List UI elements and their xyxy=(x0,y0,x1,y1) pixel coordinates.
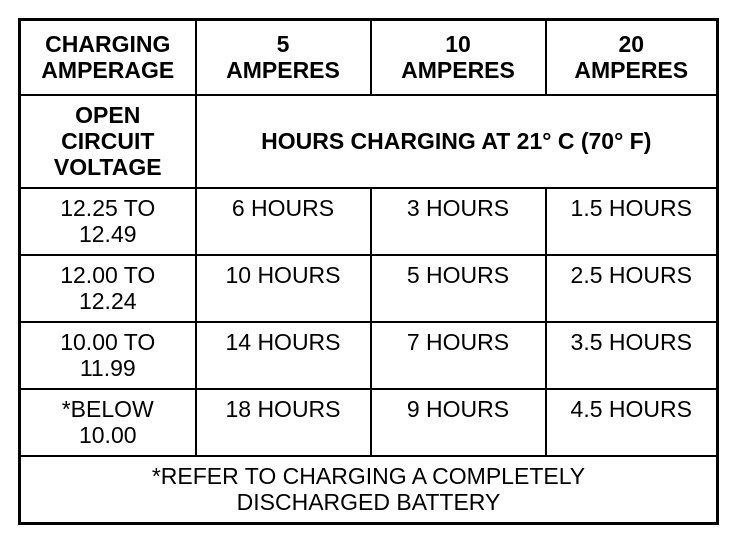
subheader-label-line: CIRCUIT xyxy=(61,128,155,154)
hours-cell: 1.5 HOURS xyxy=(546,188,718,255)
hours-cell: 18 HOURS xyxy=(196,389,371,456)
subheader-row xyxy=(20,95,718,188)
amperage-unit: AMPERES xyxy=(401,57,515,84)
hours-cell: 6 HOURS xyxy=(196,188,371,255)
voltage-range-cell xyxy=(20,255,196,322)
voltage-line: 10.00 TO xyxy=(60,328,156,355)
voltage-line: 10.00 xyxy=(78,421,137,448)
amperage-value: 5 xyxy=(276,31,290,58)
amperage-unit: AMPERES xyxy=(226,57,340,84)
subheader-label-line: OPEN xyxy=(75,102,141,128)
voltage-range-cell xyxy=(20,322,196,389)
footnote-line: DISCHARGED BATTERY xyxy=(236,489,501,516)
table-row xyxy=(20,389,718,456)
amperage-value: 20 xyxy=(618,31,645,58)
open-circuit-voltage-header xyxy=(20,95,196,188)
table-row xyxy=(20,255,718,322)
amperage-header-20 xyxy=(546,20,718,95)
table-row xyxy=(20,188,718,255)
hours-cell: 9 HOURS xyxy=(371,389,546,456)
hours-cell: 3 HOURS xyxy=(371,188,546,255)
voltage-line: 12.24 xyxy=(78,287,137,314)
hours-cell: 14 HOURS xyxy=(196,322,371,389)
voltage-line: 12.00 TO xyxy=(60,261,156,288)
amperage-unit: AMPERES xyxy=(574,57,689,84)
footnote-line: *REFER TO CHARGING A COMPLETELY xyxy=(151,463,586,490)
table-row xyxy=(20,322,718,389)
hours-cell: 2.5 HOURS xyxy=(546,255,718,322)
voltage-range-cell xyxy=(20,188,196,255)
voltage-line: 12.25 TO xyxy=(60,194,156,221)
header-label-line: AMPERAGE xyxy=(41,57,175,84)
header-label-line: CHARGING xyxy=(45,31,171,58)
hours-cell: 3.5 HOURS xyxy=(546,322,718,389)
voltage-line: 12.49 xyxy=(78,220,137,247)
hours-cell: 10 HOURS xyxy=(196,255,371,322)
voltage-range-cell xyxy=(20,389,196,456)
voltage-line: *BELOW xyxy=(61,395,154,422)
hours-charging-header: HOURS CHARGING AT 21° C (70° F) xyxy=(196,95,718,188)
hours-cell: 7 HOURS xyxy=(371,322,546,389)
amperage-header-5 xyxy=(196,20,371,95)
amperage-header-10 xyxy=(371,20,546,95)
charging-amperage-header xyxy=(20,20,196,95)
footnote xyxy=(20,456,718,524)
subheader-label-line: VOLTAGE xyxy=(53,154,162,180)
charging-table xyxy=(18,18,719,525)
voltage-line: 11.99 xyxy=(79,354,136,381)
header-row xyxy=(20,20,718,95)
hours-cell: 4.5 HOURS xyxy=(546,389,718,456)
amperage-value: 10 xyxy=(445,31,471,58)
footnote-row xyxy=(20,456,718,524)
hours-cell: 5 HOURS xyxy=(371,255,546,322)
